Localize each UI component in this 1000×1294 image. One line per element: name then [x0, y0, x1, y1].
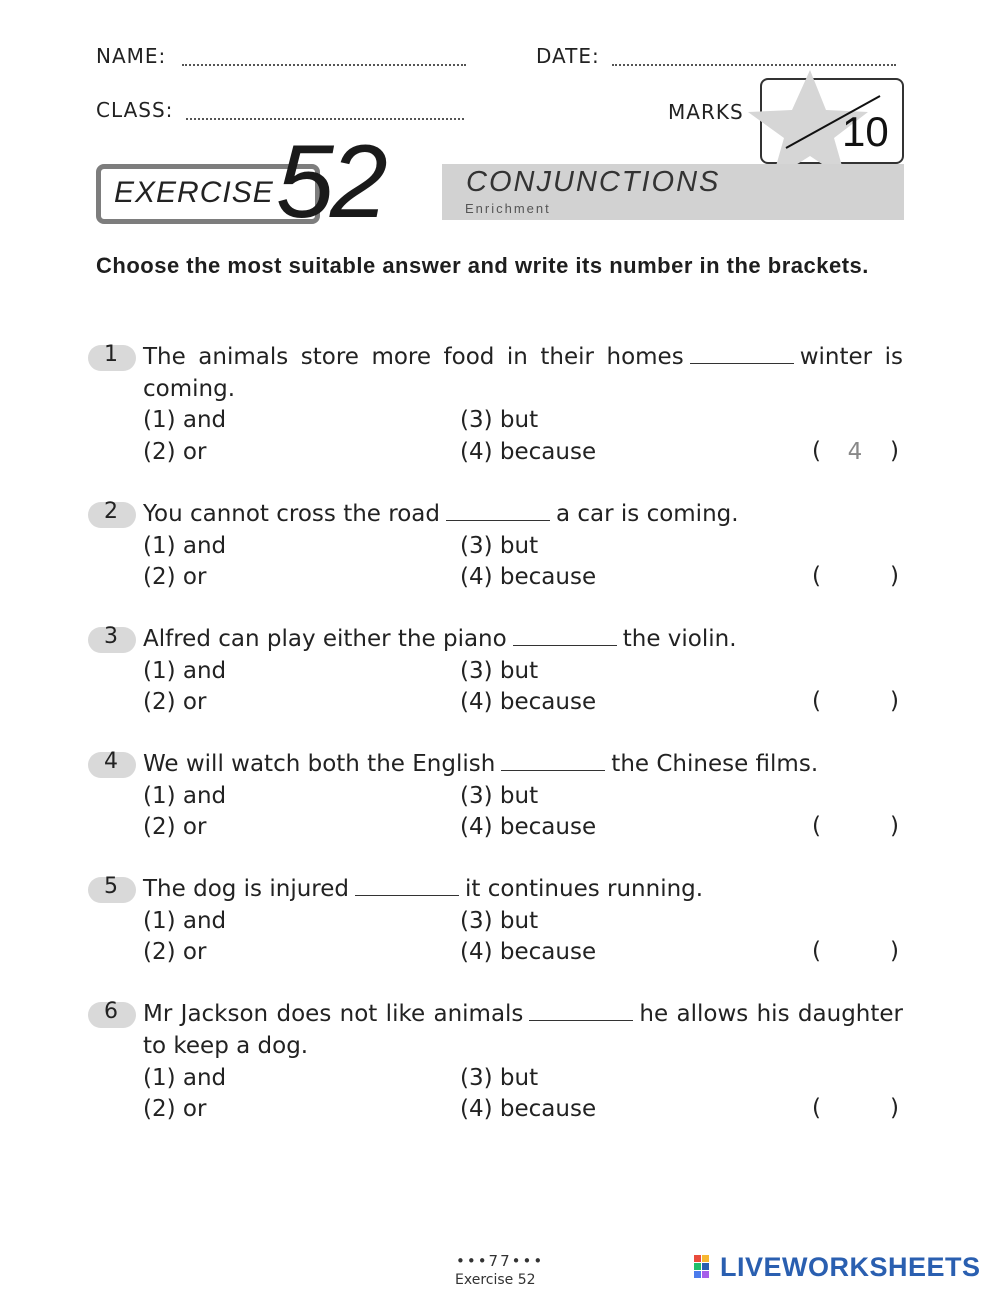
bracket-open: ( [812, 938, 821, 964]
option-2: (2) or [143, 689, 207, 715]
liveworksheets-logo-icon [694, 1255, 718, 1279]
answer-blank [513, 625, 617, 646]
question-text: Mr Jackson does not like animals he allows his daughter to keep a dog. [143, 1001, 903, 1059]
option-3: (3) but [460, 658, 539, 684]
liveworksheets-brand[interactable]: LIVEWORKSHEETS [720, 1252, 981, 1282]
option-4: (4) because [460, 814, 597, 840]
option-4: (4) because [460, 439, 597, 465]
option-1: (1) and [143, 533, 227, 559]
option-3: (3) but [460, 783, 539, 809]
option-4: (4) because [460, 1096, 597, 1122]
option-3: (3) but [460, 533, 539, 559]
page-number: •••77••• [456, 1252, 545, 1270]
name-field[interactable] [182, 64, 466, 66]
question-number-badge: 3 [88, 627, 136, 653]
answer-blank [690, 343, 794, 364]
bracket-close: ) [890, 938, 899, 964]
answer-blank [446, 500, 550, 521]
class-field[interactable] [186, 118, 464, 120]
question-text: Alfred can play either the piano the violin. [143, 626, 737, 652]
option-1: (1) and [143, 908, 227, 934]
option-1: (1) and [143, 407, 227, 433]
name-label: NAME: [96, 44, 167, 68]
marks-label: MARKS [668, 100, 744, 124]
answer-blank [501, 750, 605, 771]
option-4: (4) because [460, 564, 597, 590]
date-label: DATE: [536, 44, 600, 68]
bracket-close: ) [890, 438, 899, 464]
bracket-close: ) [890, 688, 899, 714]
exercise-number: 52 [276, 124, 384, 240]
marks-total: 10 [842, 108, 889, 155]
bracket-open: ( [812, 1095, 821, 1121]
question-number-badge: 5 [88, 877, 136, 903]
topic-title: CONJUNCTIONS [466, 166, 721, 198]
answer-input[interactable]: 4 [847, 439, 863, 465]
answer-input[interactable] [827, 561, 883, 593]
option-4: (4) because [460, 939, 597, 965]
answer-input[interactable] [827, 936, 883, 968]
option-4: (4) because [460, 689, 597, 715]
option-3: (3) but [460, 1065, 539, 1091]
question-text: The dog is injured it continues running. [143, 876, 704, 902]
bracket-open: ( [812, 688, 821, 714]
option-2: (2) or [143, 939, 207, 965]
question-number-badge: 2 [88, 502, 136, 528]
option-1: (1) and [143, 1065, 227, 1091]
bracket-close: ) [890, 563, 899, 589]
question-number-badge: 1 [88, 345, 136, 371]
bracket-close: ) [890, 813, 899, 839]
question-text: The animals store more food in their homes winter is coming. [143, 344, 903, 402]
answer-input[interactable] [827, 811, 883, 843]
option-2: (2) or [143, 814, 207, 840]
option-3: (3) but [460, 407, 539, 433]
option-2: (2) or [143, 1096, 207, 1122]
option-2: (2) or [143, 439, 207, 465]
question-text: We will watch both the English the Chinese films. [143, 751, 819, 777]
answer-input[interactable] [827, 686, 883, 718]
topic-subtitle: Enrichment [465, 201, 551, 216]
question-text: You cannot cross the road a car is coming. [143, 501, 739, 527]
option-1: (1) and [143, 783, 227, 809]
option-1: (1) and [143, 658, 227, 684]
bracket-open: ( [812, 813, 821, 839]
option-2: (2) or [143, 564, 207, 590]
question-number-badge: 6 [88, 1002, 136, 1028]
answer-input[interactable] [827, 1093, 883, 1125]
exercise-word: EXERCISE [114, 176, 274, 209]
answer-blank [355, 875, 459, 896]
answer-blank [529, 1000, 633, 1021]
footer-caption: Exercise 52 [455, 1272, 536, 1288]
instructions: Choose the most suitable answer and write its number in the brackets. [96, 253, 869, 278]
question-number-badge: 4 [88, 752, 136, 778]
bracket-open: ( [812, 438, 821, 464]
bracket-open: ( [812, 563, 821, 589]
class-label: CLASS: [96, 98, 174, 122]
option-3: (3) but [460, 908, 539, 934]
bracket-close: ) [890, 1095, 899, 1121]
